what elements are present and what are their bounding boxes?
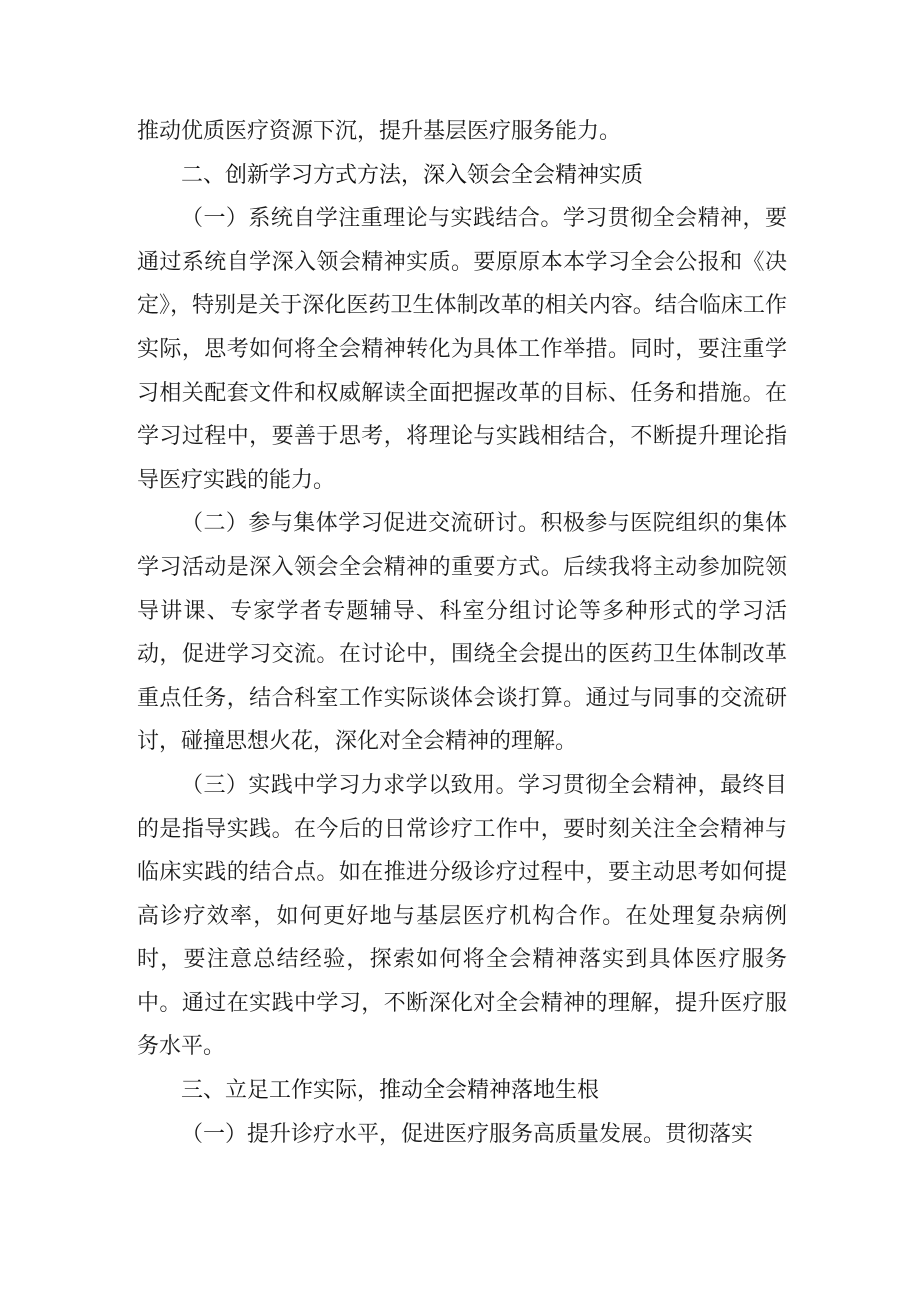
section-heading-2: 二、创新学习方式方法，深入领会全会精神实质 — [181, 162, 644, 188]
paragraph-3-1: （一）提升诊疗水平，促进医疗服务高质量发展。贯彻落实 — [181, 1121, 754, 1147]
document-body — [137, 110, 787, 1156]
section-heading-3: 三、立足工作实际，推动全会精神落地生根 — [181, 1078, 600, 1104]
paragraph-2-1: （一）系统自学注重理论与实践结合。学习贯彻全会精神，要通过系统自学深入领会精神实质。要原原本本学习全会公报和《决定》，特别是关于深化医药卫生体制改革的相关内容。结合临床工作实际，思考如何将全会精神转化为具体工作举措。同时，要注重学习相关配套文件和权威解读全面把握改革的目标、任务和措施。在学习过程中，要善于思考，将理论与实践相结合，不断提升理论指导医疗实践的能力。 — [137, 206, 787, 493]
paragraph-continuation: 推动优质医疗资源下沉，提升基层医疗服务能力。 — [137, 119, 622, 144]
paragraph-2-2: （二）参与集体学习促进交流研讨。积极参与医院组织的集体学习活动是深入领会全会精神的重要方式。后续我将主动参加院领导讲课、专家学者专题辅导、科室分组讨论等多种形式的学习活动，促进学习交流。在讨论中，围绕全会提出的医药卫生体制改革重点任务，结合科室工作实际谈体会谈打算。通过与同事的交流研讨，碰撞思想火花，深化对全会精神的理解。 — [137, 511, 787, 755]
paragraph-2-3: （三）实践中学习力求学以致用。学习贯彻全会精神，最终目的是指导实践。在今后的日常诊疗工作中，要时刻关注全会精神与临床实践的结合点。如在推进分级诊疗过程中，要主动思考如何提高诊疗效率，如何更好地与基层医疗机构合作。在处理复杂病例时，要注意总结经验，探索如何将全会精神落实到具体医疗服务中。通过在实践中学习，不断深化对全会精神的理解，提升医疗服务水平。 — [137, 772, 787, 1060]
